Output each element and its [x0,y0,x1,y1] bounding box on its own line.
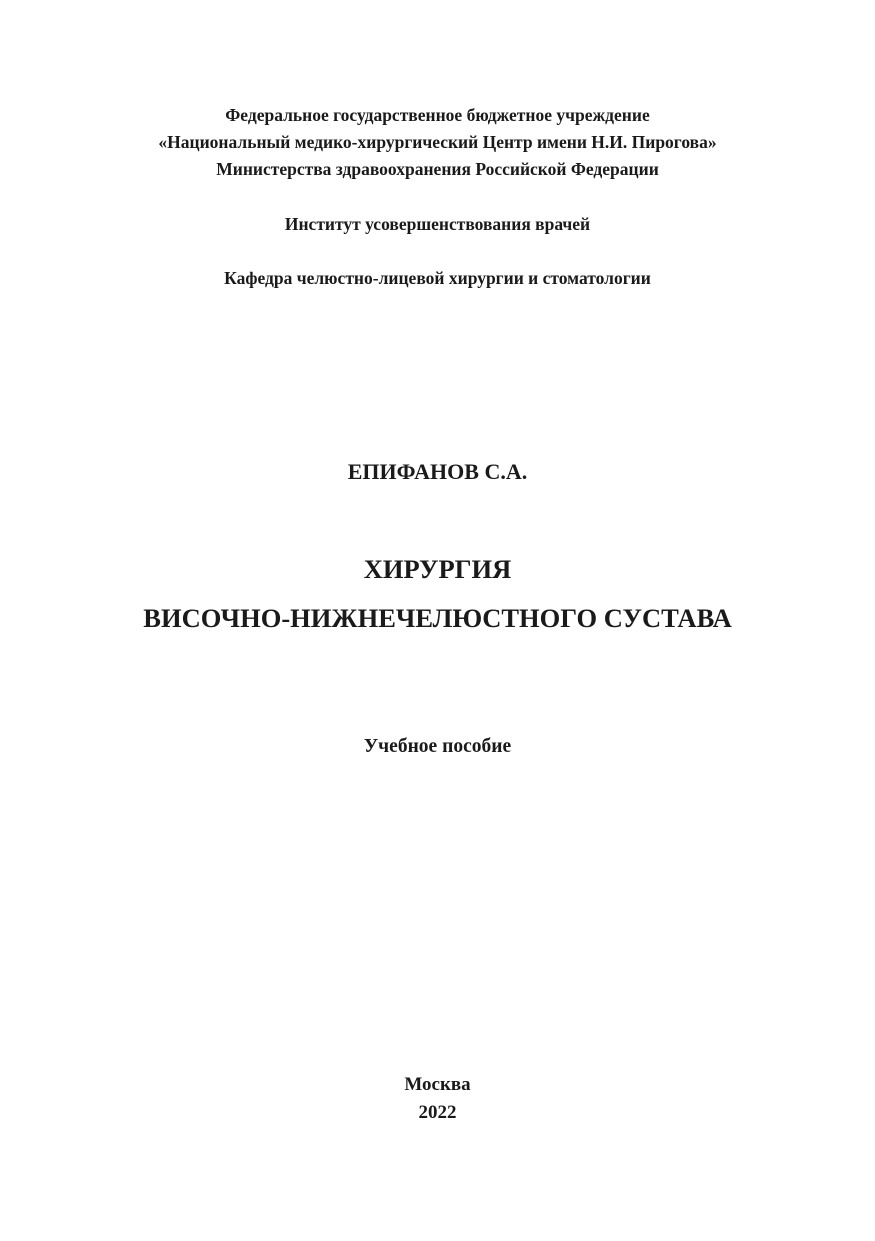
book-title-line-2: ВИСОЧНО-НИЖНЕЧЕЛЮСТНОГО СУСТАВА [143,603,732,633]
publication-city: Москва [404,1074,471,1095]
department-name: Кафедра челюстно-лицевой хирургии и стоматологии [224,268,651,288]
institution-line-2: «Национальный медико-хирургический Центр имени Н.И. Пирогова» [158,132,717,152]
publication-year: 2022 [418,1102,457,1123]
institution-line-1: Федеральное государственное бюджетное учреждение [225,105,650,125]
institute-name: Институт усовершенствования врачей [284,214,591,234]
publication-type: Учебное пособие [363,736,512,757]
institution-line-3: Министерства здравоохранения Российской Федерации [216,159,659,179]
book-title-line-1: ХИРУРГИЯ [363,554,512,584]
author-name: ЕПИФАНОВ С.А. [347,459,528,484]
